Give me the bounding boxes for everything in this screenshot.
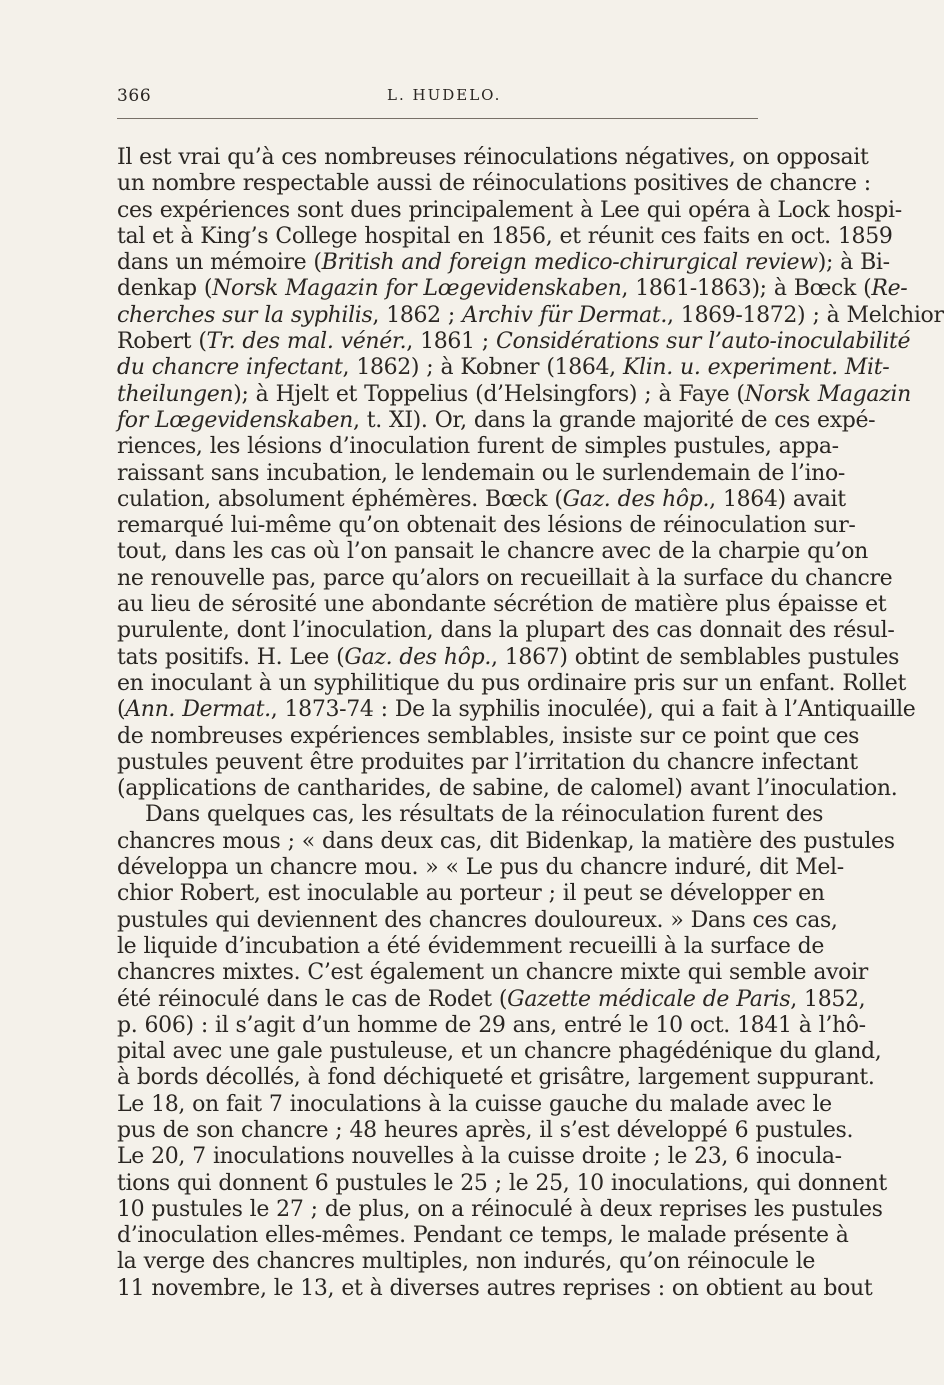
text-run: , 1862 ; (372, 302, 463, 328)
text-line (117, 644, 900, 671)
italic-citation: for Lœgevidenskaben (117, 407, 353, 433)
text-line (117, 1249, 816, 1275)
text-line (117, 749, 858, 776)
italic-citation: Gaz. des hôp. (344, 644, 491, 670)
text-run: Le 18, on fait 7 inoculations à la cuisse gauche du malade avec le (117, 1091, 832, 1117)
text-line (117, 1012, 866, 1039)
text-line (117, 302, 944, 329)
text-line (117, 1223, 849, 1249)
text-run: 10 pustules le 27 ; de plus, on a réinoculé à deux reprises les pustules (117, 1196, 883, 1222)
text-run: chancres mixtes. C’est également un chancre mixte qui semble avoir (117, 960, 868, 986)
text-run: en inoculant à un syphilitique du pus ordinaire pris sur un enfant. Rollet (117, 670, 906, 696)
text-run: , 1861 ; (406, 329, 497, 355)
text-run: ); à Hjelt et Toppelius (d’Helsingfors) ; à Faye ( (233, 381, 745, 407)
text-run: , 1873-74 : De la syphilis inoculée), qui a fait à l’Antiquaille (270, 697, 916, 723)
text-run: dans un mémoire ( (117, 250, 322, 276)
text-line (117, 828, 895, 855)
text-run: , 1861-1863); à Bœck ( (621, 276, 872, 302)
text-run: chancres mous ; « dans deux cas, dit Bidenkap, la matière des pustules (117, 828, 895, 854)
text-run: ); à Bi- (817, 250, 890, 276)
text-line (117, 513, 856, 539)
text-line (117, 907, 838, 934)
text-run: tout, dans les cas où l’on pansait le chancre avec de la charpie qu’on (117, 539, 868, 565)
text-line (117, 565, 893, 592)
text-line (117, 855, 844, 881)
text-line (117, 881, 825, 907)
running-head: L. HUDELO. (387, 86, 502, 104)
text-run: ( (117, 697, 126, 723)
text-run: de nombreuses expériences semblables, insiste sur ce point que ces (117, 723, 860, 749)
text-run: la verge des chancres multiples, non indurés, qu’on réinocule le (117, 1249, 816, 1275)
text-line (117, 145, 869, 171)
text-line (117, 1196, 883, 1223)
text-line (117, 697, 916, 723)
text-run: été réinoculé dans le cas de Rodet ( (117, 986, 508, 1012)
italic-citation: Norsk Magazin for Lœgevidenskaben (212, 276, 622, 302)
text-line (117, 1170, 887, 1197)
text-line (117, 1091, 832, 1118)
text-run: Le 20, 7 inoculations nouvelles à la cuisse droite ; le 23, 6 inocula- (117, 1144, 842, 1170)
text-line (117, 1117, 854, 1144)
text-line (117, 434, 839, 460)
text-run: pital avec une gale pustuleuse, et un chancre phagédénique du gland, (117, 1039, 882, 1065)
italic-citation: Klin. u. experiment. Mit- (622, 355, 890, 381)
text-line (117, 592, 887, 618)
italic-citation: Re- (871, 276, 908, 302)
italic-citation: Considérations sur l’auto-inoculabilité (496, 329, 911, 355)
text-line (117, 933, 825, 960)
italic-citation: Tr. des mal. vénér. (206, 329, 407, 355)
text-run: 11 novembre, le 13, et à diverses autres reprises : on obtient au bout (117, 1275, 873, 1301)
text-run: denkap ( (117, 276, 213, 302)
text-run: au lieu de sérosité une abondante sécrétion de matière plus épaisse et (117, 592, 887, 618)
text-run: Il est vrai qu’à ces nombreuses réinoculations négatives, on opposait (117, 145, 869, 170)
text-line (117, 407, 876, 434)
text-run: ces expériences sont dues principalement à Lee qui opéra à Lock hospi- (117, 197, 902, 223)
text-run: pus de son chancre ; 48 heures après, il s’est développé 6 pustules. (117, 1117, 854, 1143)
text-line (117, 1065, 875, 1091)
text-line (117, 618, 895, 644)
text-line (117, 171, 871, 197)
text-run: le liquide d’incubation a été évidemment recueilli à la surface de (117, 933, 825, 959)
text-line (117, 197, 902, 224)
italic-citation: du chancre infectant (117, 355, 343, 381)
text-run: d’inoculation elles-mêmes. Pendant ce temps, le malade présente à (117, 1223, 849, 1249)
text-line (117, 250, 890, 276)
text-line (117, 460, 845, 487)
italic-citation: Norsk Magazin (744, 381, 911, 407)
text-run: Robert ( (117, 329, 207, 355)
text-run: développa un chancre mou. » « Le pus du chancre induré, dit Mel- (117, 855, 844, 881)
text-line (117, 986, 866, 1013)
text-run: tats positifs. H. Lee ( (117, 644, 345, 670)
text-run: p. 606) : il s’agit d’un homme de 29 ans, entré le 10 oct. 1841 à l’hô- (117, 1012, 866, 1038)
text-run: pustules qui deviennent des chancres douloureux. » Dans ces cas, (117, 907, 838, 933)
page-number: 366 (117, 86, 152, 106)
text-run: , 1862) ; à Kobner (1864, (342, 355, 623, 381)
italic-citation: British and foreign medico-chirurgical review (321, 250, 818, 276)
text-line (117, 486, 846, 513)
text-line (117, 381, 911, 408)
text-run: purulente, dont l’inoculation, dans la plupart des cas donnait des résul- (117, 618, 895, 644)
text-run: à bords décollés, à fond déchiqueté et grisâtre, largement suppurant. (117, 1065, 875, 1091)
header-rule (117, 118, 758, 119)
text-run: , 1867) obtint de semblables pustules (490, 644, 900, 670)
italic-citation: Archiv für Dermat. (462, 302, 668, 328)
text-run: riences, les lésions d’inoculation furent de simples pustules, appa- (117, 434, 839, 460)
text-line (117, 276, 908, 302)
text-run: ne renouvelle pas, parce qu’alors on recueillait à la surface du chancre (117, 565, 893, 591)
text-run: , 1869-1872) ; à Melchior (667, 302, 944, 328)
text-line (117, 960, 868, 986)
text-run: tal et à King’s College hospital en 1856, et réunit ces faits en oct. 1859 (117, 223, 893, 249)
italic-citation: theilungen (117, 381, 234, 407)
italic-citation: Gaz. des hôp. (562, 486, 710, 512)
text-line (117, 223, 893, 250)
text-run: pustules peuvent être produites par l’irritation du chancre infectant (117, 749, 858, 775)
text-line (117, 539, 868, 565)
text-run: , 1864) avait (709, 486, 846, 512)
italic-citation: Gazette médicale de Paris (507, 986, 791, 1012)
text-run: un nombre respectable aussi de réinoculations positives de chancre : (117, 171, 871, 197)
italic-citation: cherches sur la syphilis (117, 302, 373, 328)
text-line (117, 329, 911, 355)
text-run: , t. XI). Or, dans la grande majorité de ces expé- (352, 407, 876, 433)
text-run: raissant sans incubation, le lendemain ou le surlendemain de l’ino- (117, 460, 845, 486)
text-line (117, 776, 898, 802)
text-run: (applications de cantharides, de sabine, de calomel) avant l’inoculation. (117, 776, 898, 802)
text-run: culation, absolument éphémères. Bœck ( (117, 486, 563, 512)
italic-citation: Ann. Dermat. (125, 697, 271, 723)
text-run: chior Robert, est inoculable au porteur ; il peut se développer en (117, 881, 825, 907)
text-run: remarqué lui-même qu’on obtenait des lésions de réinoculation sur- (117, 513, 856, 539)
text-line (117, 723, 860, 750)
text-line (117, 802, 824, 828)
text-line (117, 1039, 882, 1065)
text-line (117, 1144, 842, 1170)
text-run: tions qui donnent 6 pustules le 25 ; le 25, 10 inoculations, qui donnent (117, 1170, 887, 1196)
text-run: Dans quelques cas, les résultats de la réinoculation furent des (145, 802, 824, 828)
body-text (117, 145, 944, 1302)
page-header (117, 86, 760, 114)
text-line (117, 1275, 873, 1302)
text-line (117, 355, 890, 381)
text-line (117, 670, 906, 697)
text-run: , 1852, (790, 986, 866, 1012)
